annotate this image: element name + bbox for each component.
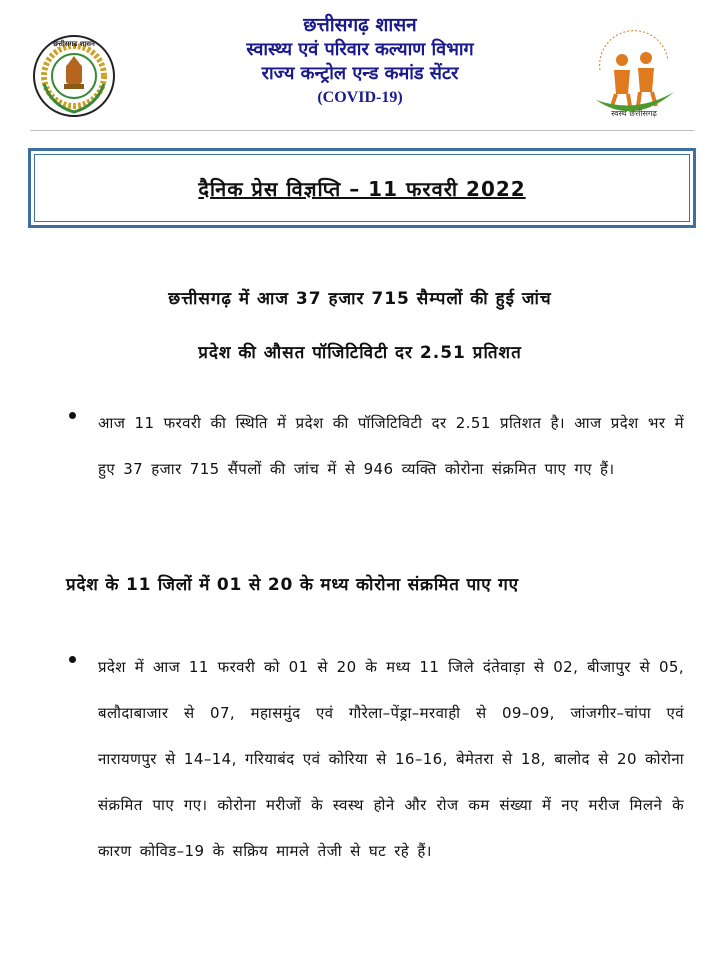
bullet-text: आज 11 फरवरी की स्थिति में प्रदेश की पॉजिटिविटी दर 2.51 प्रतिशत है। आज प्रदेश भर में हुए 37 हजार 715 सैंपलों की जांच में से 946 व्यक्ति कोरोना संक्रमित पाए गए हैं। [98,414,684,478]
headline-positivity: प्रदेश की औसत पॉजिटिविटी दर 2.51 प्रतिशत [198,343,522,363]
headline-samples: छत्तीसगढ़ में आज 37 हजार 715 सैम्पलों की हुई जांच [168,289,552,309]
left-logo-text: छत्तीसगढ़ शासन [53,40,95,48]
section-heading-districts: प्रदेश के 11 जिलों में 01 से 20 के मध्य कोरोना संक्रमित पाए गए [66,575,519,595]
press-release-title-box [28,148,696,228]
bullet-icon [69,412,76,419]
govt-name: छत्तीसगढ़ शासन [303,14,417,36]
department-name: स्वास्थ्य एवं परिवार कल्याण विभाग [246,39,474,60]
department-header [140,12,580,110]
header-divider [30,130,694,131]
bullet-icon [69,656,76,663]
control-centre-name: राज्य कन्ट्रोल एन्ड कमांड सेंटर [261,63,459,84]
bullet-text: प्रदेश में आज 11 फरवरी को 01 से 20 के मध्य 11 जिले दंतेवाड़ा से 02, बीजापुर से 05, बलौदाबाजार से 07, महासमुंद एवं गौरेला–पेंड्रा–मरवाही से 09–09, जांजगीर–चांपा एवं नारायणपुर से 14–14, गरियाबंद एवं कोरिया से 16–16, बेमेतरा से 18, बालोद से 20 कोरोना संक्रमित पाए गए। कोरोना मरीजों के स्वस्थ होने और रोज कम संख्या में नए मरीज मिलने के कारण कोविड–19 के सक्रिय मामले तेजी से घट रहे हैं। [98,658,684,860]
right-logo-caption: स्वस्थ छत्तीसगढ़ [611,109,657,118]
covid-label: (COVID-19) [317,89,403,106]
press-release-title: दैनिक प्रेस विज्ञप्ति – 11 फरवरी 2022 [198,176,526,201]
bullet-district-cases [72,644,684,874]
bullet-positivity-rate [72,400,684,492]
